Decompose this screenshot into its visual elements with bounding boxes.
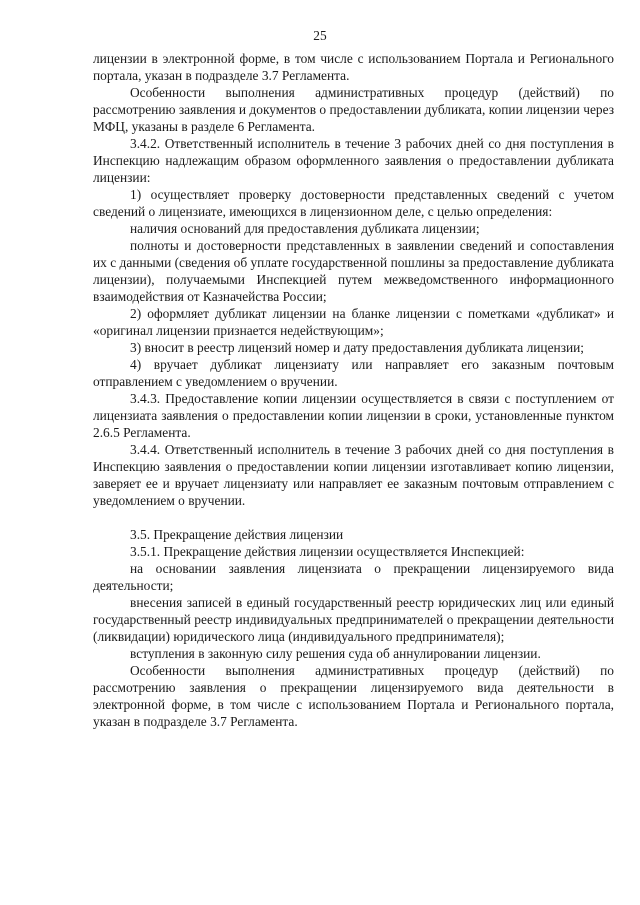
document-body xyxy=(93,50,614,730)
paragraph-3-4-2: 3.4.2. Ответственный исполнитель в течение 3 рабочих дней со дня поступления в Инспекцию надлежащим образом оформленного заявления о предоставлении дубликата лицензии: xyxy=(93,136,614,185)
paragraph-3-4-3: 3.4.3. Предоставление копии лицензии осуществляется в связи с поступлением от лицензиата заявления о предоставлении копии лицензии в сроки, установленные пунктом 2.6.5 Регламента. xyxy=(93,391,614,440)
list-subitem-completeness: полноты и достоверности представленных в заявлении сведений и сопоставления их с данными (сведения об уплате государственной пошлины за предоставление дубликата лицензии), получаемыми Инспекцией путем межведомственного информационного взаимодействия от Казначейства России; xyxy=(93,238,614,304)
page-number: 25 xyxy=(313,28,327,43)
section-heading-3-5: 3.5. Прекращение действия лицензии xyxy=(130,527,344,542)
paragraph-electronic-note: Особенности выполнения административных процедур (действий) по рассмотрению заявления о прекращении лицензируемого вида деятельности в электронной форме, в том числе с использованием Портала и Регионального портала, указан в подразделе 3.7 Регламента. xyxy=(93,663,614,729)
list-subitem-court: вступления в законную силу решения суда об аннулировании лицензии. xyxy=(130,646,541,661)
list-subitem-grounds: наличия оснований для предоставления дубликата лицензии; xyxy=(130,221,480,236)
paragraph-3-5-1: 3.5.1. Прекращение действия лицензии осуществляется Инспекцией: xyxy=(130,544,525,559)
list-item-3: 3) вносит в реестр лицензий номер и дату предоставления дубликата лицензии; xyxy=(130,340,585,355)
list-item-4: 4) вручает дубликат лицензиату или направляет его заказным почтовым отправлением с уведомлением о вручении. xyxy=(93,357,614,389)
paragraph-3-4-4: 3.4.4. Ответственный исполнитель в течение 3 рабочих дней со дня поступления в Инспекцию заявления о предоставлении копии лицензии изготавливает копию лицензии, заверяет ее и вручает лицензиату или направляет ее заказным почтовым отправлением с уведомлением о вручении. xyxy=(93,442,614,508)
list-item-1: 1) осуществляет проверку достоверности представленных сведений с учетом сведений о лицензиате, имеющихся в лицензионном деле, с целью определения: xyxy=(93,187,614,219)
list-subitem-registry: внесения записей в единый государственный реестр юридических лиц или единый государственный реестр индивидуальных предпринимателей о прекращении деятельности (ликвидации) юридического лица (индивидуального предпринимателя); xyxy=(93,595,614,644)
section-gap xyxy=(93,509,614,526)
paragraph-continuation: лицензии в электронной форме, в том числе с использованием Портала и Регионального портала, указан в подразделе 3.7 Регламента. xyxy=(93,51,614,83)
list-item-2: 2) оформляет дубликат лицензии на бланке лицензии с пометками «дубликат» и «оригинал лицензии признается недействующим»; xyxy=(93,306,614,338)
list-subitem-application: на основании заявления лицензиата о прекращении лицензируемого вида деятельности; xyxy=(93,561,614,593)
paragraph-mfc-note: Особенности выполнения административных процедур (действий) по рассмотрению заявления и документов о предоставлении дубликата, копии лицензии через МФЦ, указаны в разделе 6 Регламента. xyxy=(93,85,614,134)
